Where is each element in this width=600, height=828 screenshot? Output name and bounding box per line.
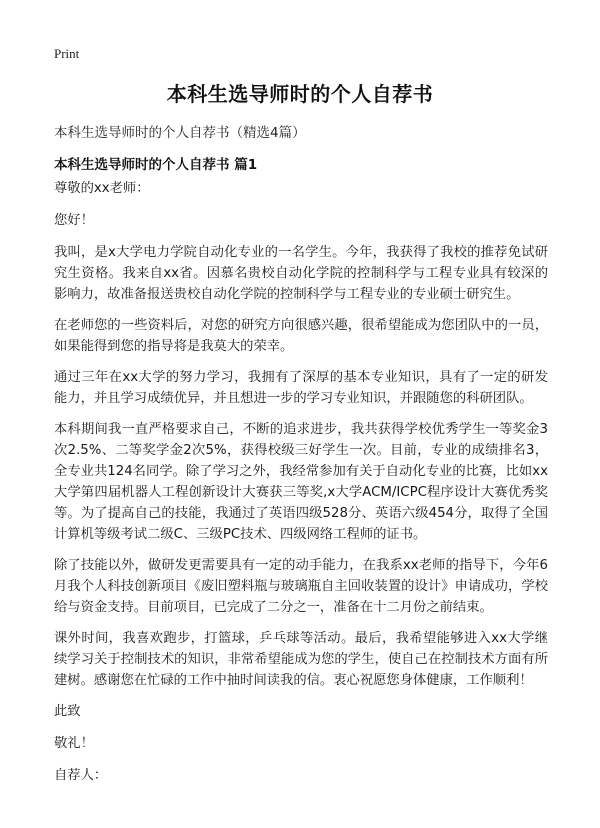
- paragraph: 除了技能以外，做研发更需要具有一定的动手能力，在我系xx老师的指导下，今年6月我个人科技创新项目《废旧塑料瓶与玻璃瓶自主回收装置的设计》申请成功，学校给与资金支持。目前项目，已完成了二分之一，准备在十二月份之前结束。: [54, 558, 548, 615]
- closing-regards: 敬礼！: [54, 736, 94, 751]
- greeting: 您好！: [54, 213, 94, 228]
- document-subtitle: 本科生选导师时的个人自荐书（精选4篇）: [54, 125, 306, 141]
- signature-label: 自荐人：: [54, 768, 108, 783]
- closing-line: 此致: [54, 704, 81, 719]
- letter-body: [54, 178, 548, 797]
- paragraph: 我叫，是x大学电力学院自动化专业的一名学生。今年，我获得了我校的推荐免试研究生资格。我来自xx省。因慕名贵校自动化学院的控制科学与工程专业具有较深的影响力，故准备报送贵校自动化学院的控制科学与工程专业的专业硕士研究生。: [54, 245, 548, 302]
- section-heading: 本科生选导师时的个人自荐书 篇1: [54, 157, 258, 173]
- paragraph: 在老师您的一些资料后，对您的研究方向很感兴趣，很希望能成为您团队中的一员，如果能得到您的指导将是我莫大的荣幸。: [54, 318, 548, 354]
- paragraph: 本科期间我一直严格要求自己，不断的追求进步，我共获得学校优秀学生一等奖金3次2.5%、二等奖学金2次5%，获得校级三好学生一次。目前，专业的成绩排名3，全专业共124名同学。除了学习之外，我经常参加有关于自动化专业的比赛，比如xx大学第四届机器人工程创新设计大赛获三等奖,x大学ACM/ICPC程序设计大赛优秀奖等。为了提高自己的技能，我通过了英语四级528分、英语六级454分，取得了全国计算机等级考试二级C、三级PC技术、四级网络工程师的证书。: [54, 422, 548, 542]
- print-link[interactable]: Print: [54, 46, 80, 61]
- salutation: 尊敬的xx老师：: [54, 181, 150, 196]
- paragraph: 课外时间，我喜欢跑步，打篮球，乒乓球等活动。最后，我希望能够进入xx大学继续学习关于控制技术的知识，非常希望能成为您的学生，使自己在控制技术方面有所建树。感谢您在忙碌的工作中抽时间读我的信。衷心祝愿您身体健康，工作顺利！: [54, 631, 548, 688]
- page-title: 本科生选导师时的个人自荐书: [166, 82, 434, 106]
- paragraph: 通过三年在xx大学的努力学习，我拥有了深厚的基本专业知识，具有了一定的研发能力，并且学习成绩优异，并且想进一步的学习专业知识，并跟随您的科研团队。: [54, 370, 548, 406]
